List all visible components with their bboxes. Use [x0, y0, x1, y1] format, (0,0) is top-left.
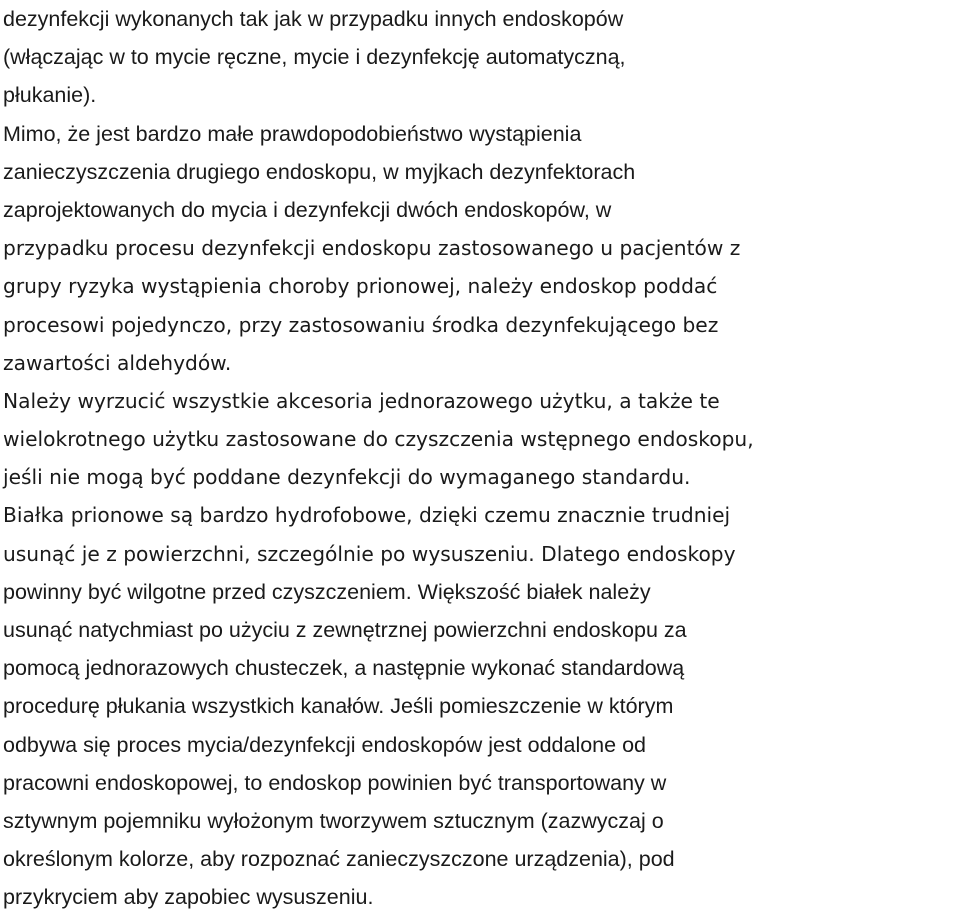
text-line-1: dezynfekcji wykonanych tak jak w przypadku innych endoskopów	[3, 7, 624, 31]
document-page	[3, 0, 960, 917]
text-line-22: sztywnym pojemniku wyłożonym tworzywem sztucznym (zazwyczaj o	[3, 808, 664, 833]
text-line-6: zaprojektowanych do mycia i dezynfekcji dwóch endoskopów, w	[3, 197, 612, 222]
text-line-5: zanieczyszczenia drugiego endoskopu, w myjkach dezynfektorach	[3, 159, 636, 184]
text-line-4: Mimo, że jest bardzo małe prawdopodobieństwo wystąpienia	[3, 121, 582, 146]
text-line-20: odbywa się proces mycia/dezynfekcji endoskopów jest oddalone od	[3, 732, 646, 757]
text-line-23: określonym kolorze, aby rozpoznać zanieczyszczone urządzenia), pod	[3, 847, 675, 872]
text-line-24: przykryciem aby zapobiec wysuszeniu.	[3, 885, 374, 910]
text-line-12: wielokrotnego użytku zastosowane do czyszczenia wstępnego endoskopu,	[3, 427, 754, 452]
text-line-16: powinny być wilgotne przed czyszczeniem. Większość białek należy	[3, 579, 651, 604]
text-line-2: (włączając w to mycie ręczne, mycie i dezynfekcję automatyczną,	[3, 45, 626, 70]
text-line-3: płukanie).	[3, 83, 97, 108]
text-line-15: usunąć je z powierzchni, szczególnie po wysuszeniu. Dlatego endoskopy	[3, 541, 736, 566]
text-line-14: Białka prionowe są bardzo hydrofobowe, dzięki czemu znacznie trudniej	[3, 503, 731, 528]
text-line-18: pomocą jednorazowych chusteczek, a następnie wykonać standardową	[3, 656, 685, 681]
text-line-17: usunąć natychmiast po użyciu z zewnętrznej powierzchni endoskopu za	[3, 618, 687, 642]
text-line-8: grupy ryzyka wystąpienia choroby prionowej, należy endoskop poddać	[3, 274, 718, 299]
text-line-7: przypadku procesu dezynfekcji endoskopu zastosowanego u pacjentów z	[3, 236, 741, 261]
text-line-11: Należy wyrzucić wszystkie akcesoria jednorazowego użytku, a także te	[3, 388, 720, 413]
text-line-9: procesowi pojedynczo, przy zastosowaniu środka dezynfekującego bez	[3, 312, 719, 337]
text-line-21: pracowni endoskopowej, to endoskop powinien być transportowany w	[3, 770, 667, 795]
text-line-13: jeśli nie mogą być poddane dezynfekcji do wymaganego standardu.	[3, 465, 691, 490]
text-line-19: procedurę płukania wszystkich kanałów. Jeśli pomieszczenie w którym	[3, 694, 674, 719]
text-line-10: zawartości aldehydów.	[3, 350, 232, 375]
